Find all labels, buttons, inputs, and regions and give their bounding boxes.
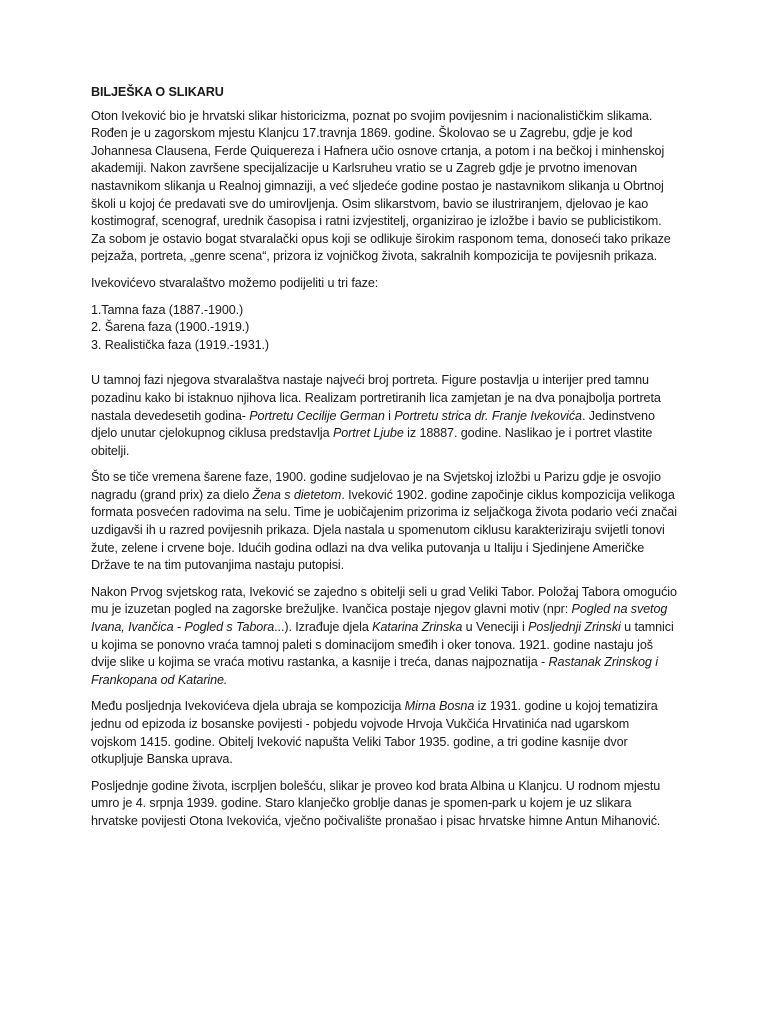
document-title: BILJEŠKA O SLIKARU [91, 85, 224, 99]
text-run: iz 18887. godine. Naslikao je i portret vlastite obitelji. [91, 426, 653, 458]
colorful-phase-paragraph [91, 469, 677, 575]
intro-paragraph: Oton Iveković bio je hrvatski slikar historicizma, poznat po svojim povijesnim i nacionalističkim slikama. Rođen je u zagorskom mjestu Klanjcu 17.travnja 1869. godine. Školovao se u Zagrebu, gdje je kod Johannesa Clausena, Ferde Quiquereza i Hafnera učio osnove crtanja, a potom i na bečkoj i minhenskoj akademiji. Nakon završene specijalizacije u Karlsruheu vratio se u Zagreb gdje je prvotno imenovan nastavnikom slikanja u Realnoj gimnaziji, a već sljedeće godine postao je nastavnikom slikanja u Obrtnoj školi u kojoj će predavati sve do umirovljenja. Osim slikarstvom, bavio se ilustriranjem, djelovao je kao kostimograf, scenograf, urednik časopisa i ratni izvjestitelj, organizirao je izložbe i bavio se publicistikom. Za sobom je ostavio bogat stvaralački opus koji se odlikuje širokim rasponom tema, donoseći tako prikaze pejzaža, portreta, „genre scena“, prizora iz vojničkog života, sakralnih kompozicija te povijesnih prikaza. [91, 108, 671, 264]
text-run: . Jedinstveno djelo unutar cjelokupnog ciklusa predstavlja [91, 408, 655, 441]
text-run: Što se tiče vremena šarene faze, 1900. godine sudjelovao je na Svjetskoj izložbi u Parizu gdje je osvojio nagradu (grand prix) za dielo [91, 470, 661, 502]
veliki-tabor-paragraph [91, 584, 677, 690]
dark-phase-paragraph [91, 372, 677, 460]
last-works-paragraph [91, 698, 677, 768]
text-run: u tamnici u kojima se ponovno vraća tamnoj paleti s dominacijom smeđih i oker tonova. 1921. godine nastaju još dvije slike u kojima se vraća motivu rastanka, a kasnije i treća, danas najpoznatija - [91, 620, 674, 670]
phase-item-realistic: 3. Realistička faza (1919.-1931.) [91, 337, 270, 352]
phases-list [91, 302, 677, 355]
document-page [91, 84, 677, 840]
artwork-title: Žena s dietetom [252, 487, 342, 502]
artwork-title: Portretu strica dr. Franje Ivekovića [394, 408, 582, 423]
artwork-title: Mirna Bosna [404, 699, 475, 714]
artwork-title: Pogled na svetog Ivana, Ivančica - Pogled s Tabora [91, 602, 668, 635]
artwork-title: Katarina Zrinska [372, 620, 463, 635]
text-run: Nakon Prvog svjetskog rata, Iveković se zajedno s obitelji seli u grad Veliki Tabor. Položaj Tabora omogućio mu je izuzetan pogled na zagorske brežuljke. Ivančica postaje njegov glavni motiv (npr: [91, 584, 677, 617]
phase-item-dark: 1.Tamna faza (1887.-1900.) [91, 302, 244, 317]
text-run: u Veneciji i [462, 620, 529, 635]
artwork-title: Portret Ljube [332, 426, 404, 441]
artwork-title: Posljednji Zrinski [528, 620, 621, 635]
text-run: iz 1931. godine u kojoj tematizira jednu od epizoda iz bosanske povijesti - pobjedu vojvode Hrvoja Vukčića Hrvatinića nad ugarskom vojskom 1415. godine. Obitelj Iveković napušta Veliki Tabor 1935. godine, a tri godine kasnije dvor otkupljuje Banska uprava. [91, 699, 658, 767]
text-run: . Iveković 1902. godine započinje ciklus kompozicija velikoga formata posvećen radovima na selu. Time je uobičajenim prizorima iz seljačkoga života podario veći značai uzdigavši ih u razred povijesnih prikaza. Djela nastala u spomenutom ciklusu karakteriziraju svijetli tonovi žute, zelene i crvene boje. Idućih godina odlazi na dva velika putovanja u Italiju i Sjedinjene Američke Države te na tim putovanjima nastaju putopisi. [91, 487, 677, 573]
text-run: U tamnoj fazi njegova stvaralaštva nastaje najveći broj portreta. Figure postavlja u interijer pred tamnu pozadinu kako bi istaknuo njihova lica. Realizam portretiranih lica zamjetan je na dva ponajbolja portreta nastala devedesetih godina- [91, 373, 661, 423]
artwork-title: Portretu Cecilije German [249, 408, 385, 423]
text-run: Među posljednja Ivekovićeva djela ubraja se kompozicija [91, 699, 405, 714]
text-run: i [384, 408, 395, 423]
text-run: ...). Izrađuje djela [274, 620, 373, 635]
final-paragraph: Posljednje godine života, iscrpljen bolešću, slikar je proveo kod brata Albina u Klanjcu. U rodnom mjestu umro je 4. srpnja 1939. godine. Staro klanječko groblje danas je spomen-park u kojem je uz slikara hrvatske povijesti Otona Ivekovića, vječno počivalište pronašao i pisac hrvatske himne Antun Mihanović. [91, 778, 661, 828]
phases-intro-paragraph: Ivekovićevo stvaralaštvo možemo podijeliti u tri faze: [91, 275, 379, 290]
phase-item-colorful: 2. Šarena faza (1900.-1919.) [91, 320, 250, 335]
artwork-title: Rastanak Zrinskog i Frankopana od Katarine. [91, 655, 658, 687]
